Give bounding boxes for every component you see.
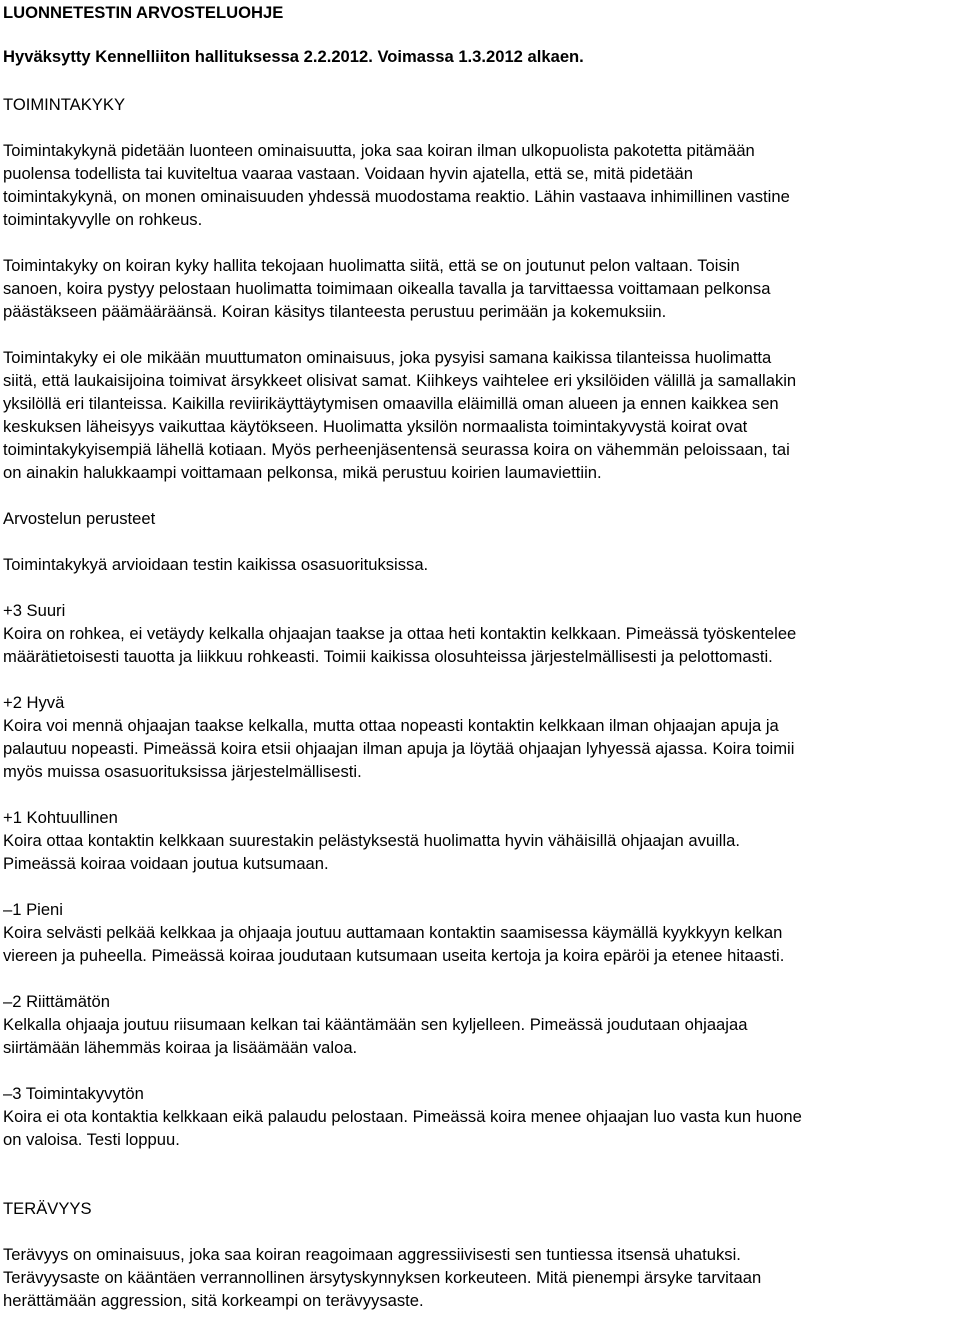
- grade-line: Koira ottaa kontaktin kelkkaan suurestakin pelästyksestä huolimatta hyvin vähäisillä ohjaajan avuilla.: [3, 831, 740, 850]
- paragraph-line: päästäkseen päämääräänsä. Koiran käsitys tilanteesta perustuu perimään ja kokemuksiin.: [3, 302, 667, 321]
- grade-block: [3, 806, 960, 875]
- paragraph-control: [3, 254, 960, 323]
- grade-line: Koira ei ota kontaktia kelkkaan eikä palaudu pelostaan. Pimeässä koira menee ohjaajan luo vasta kun huone: [3, 1107, 802, 1126]
- grade-line: myös muissa osasuorituksissa järjestelmällisesti.: [3, 762, 362, 781]
- paragraph-line: Toimintakyky on koiran kyky hallita tekojaan huolimatta siitä, että se on joutunut pelon valtaan. Toisin: [3, 256, 740, 275]
- document-title: LUONNETESTIN ARVOSTELUOHJE: [3, 3, 284, 22]
- paragraph-line: Terävyysaste on kääntäen verrannollinen ärsytyskynnyksen korkeuteen. Mitä pienempi ärsyke tarvitaan: [3, 1268, 762, 1287]
- paragraph-line: toimintakykynä, on monen ominaisuuden yhdessä muodostama reaktio. Lähin vastaava inhimillinen vastine: [3, 187, 790, 206]
- paragraph-line: herättämään aggression, sitä korkeampi on terävyysaste.: [3, 1291, 424, 1310]
- grade-label: –3 Toimintakyvytön: [3, 1084, 144, 1103]
- grade-label: +3 Suuri: [3, 601, 66, 620]
- grade-label: –2 Riittämätön: [3, 992, 110, 1011]
- grade-line: viereen ja puheella. Pimeässä koiraa joudutaan kutsumaan useita kertoja ja koira epäröi ja etenee hitaasti.: [3, 946, 785, 965]
- paragraph-line: puolensa todellista tai kuviteltua vaaraa vastaan. Voidaan hyvin ajatella, että se, mitä pidetään: [3, 164, 694, 183]
- grade-line: Koira selvästi pelkää kelkkaa ja ohjaaja joutuu auttamaan kontaktin saamisessa käymällä kyykkyyn kelkan: [3, 923, 783, 942]
- paragraph-teravyys-definition: [3, 1243, 960, 1312]
- paragraph-line: siitä, että laukaisijoina toimivat ärsykkeet olisivat samat. Kiihkeys vaihtelee eri yksilöiden välillä ja samallakin: [3, 371, 797, 390]
- grade-block: [3, 990, 960, 1059]
- grade-block: [3, 1082, 960, 1151]
- grade-line: siirtämään lähemmäs koiraa ja lisäämään valoa.: [3, 1038, 358, 1057]
- grade-label: +2 Hyvä: [3, 693, 65, 712]
- grade-line: Pimeässä koiraa voidaan joutua kutsumaan.: [3, 854, 329, 873]
- grade-label: +1 Kohtuullinen: [3, 808, 118, 827]
- paragraph-line: sanoen, koira pystyy pelostaan huolimatta toimimaan oikealla tavalla ja tarvittaessa voittamaan pelkonsa: [3, 279, 771, 298]
- grade-line: on valoisa. Testi loppuu.: [3, 1130, 180, 1149]
- section-heading-teravyys: TERÄVYYS: [3, 1199, 92, 1218]
- grade-label: –1 Pieni: [3, 900, 63, 919]
- paragraph-line: Terävyys on ominaisuus, joka saa koiran reagoimaan aggressiivisesti sen tuntiessa itsensä uhatuksi.: [3, 1245, 741, 1264]
- paragraph-line: toimintakyvylle on rohkeus.: [3, 210, 203, 229]
- grade-block: [3, 898, 960, 967]
- grade-line: Koira on rohkea, ei vetäydy kelkalla ohjaajan taakse ja ottaa heti kontaktin kelkkaan. Pimeässä työskentelee: [3, 624, 797, 643]
- paragraph-line: Toimintakykynä pidetään luonteen ominaisuutta, joka saa koiran ilman ulkopuolista pakotetta pitämään: [3, 141, 755, 160]
- section-toimintakyky: [3, 93, 960, 1151]
- grade-line: Kelkalla ohjaaja joutuu riisumaan kelkan tai kääntämään sen kyljelleen. Pimeässä joudutaan ohjaajaa: [3, 1015, 748, 1034]
- criteria-text: Toimintakykyä arvioidaan testin kaikissa osasuorituksissa.: [3, 555, 429, 574]
- grade-block: [3, 599, 960, 668]
- section-heading-toimintakyky: TOIMINTAKYKY: [3, 95, 126, 114]
- paragraph-line: on ainakin halukkaampi voittamaan pelkonsa, mikä perustuu koirien laumaviettiin.: [3, 463, 602, 482]
- paragraph-variability: [3, 346, 960, 484]
- paragraph-line: yksilöllä eri tilanteissa. Kaikilla reviirikäyttäytymisen omaavilla eläimillä oman alueen ja ennen kaikkea sen: [3, 394, 779, 413]
- paragraph-definition: [3, 139, 960, 231]
- grade-block: [3, 691, 960, 783]
- grade-line: palautuu nopeasti. Pimeässä koira etsii ohjaajan ilman apuja ja löytää ohjaajan lyhyessä ajassa. Koira toimii: [3, 739, 795, 758]
- criteria-heading: Arvostelun perusteet: [3, 509, 156, 528]
- paragraph-line: toimintakykyisempiä lähellä kotiaan. Myös perheenjäsentensä seurassa koira on vähemmän peloissaan, tai: [3, 440, 790, 459]
- grade-line: määrätietoisesti tauotta ja liikkuu rohkeasti. Toimii kaikissa olosuhteissa järjestelmällisesti ja pelottomasti.: [3, 647, 773, 666]
- approval-notice: Hyväksytty Kennelliiton hallituksessa 2.2.2012. Voimassa 1.3.2012 alkaen.: [3, 47, 584, 66]
- paragraph-line: keskuksen läheisyys vaikuttaa käytökseen. Huolimatta yksilön normaalista toimintakyvystä koirat ovat: [3, 417, 748, 436]
- grade-line: Koira voi mennä ohjaajan taakse kelkalla, mutta ottaa nopeasti kontaktin kelkkaan ilman ohjaajan apuja ja: [3, 716, 779, 735]
- section-teravyys: [3, 1197, 960, 1312]
- paragraph-line: Toimintakyky ei ole mikään muuttumaton ominaisuus, joka pysyisi samana kaikissa tilanteissa huolimatta: [3, 348, 772, 367]
